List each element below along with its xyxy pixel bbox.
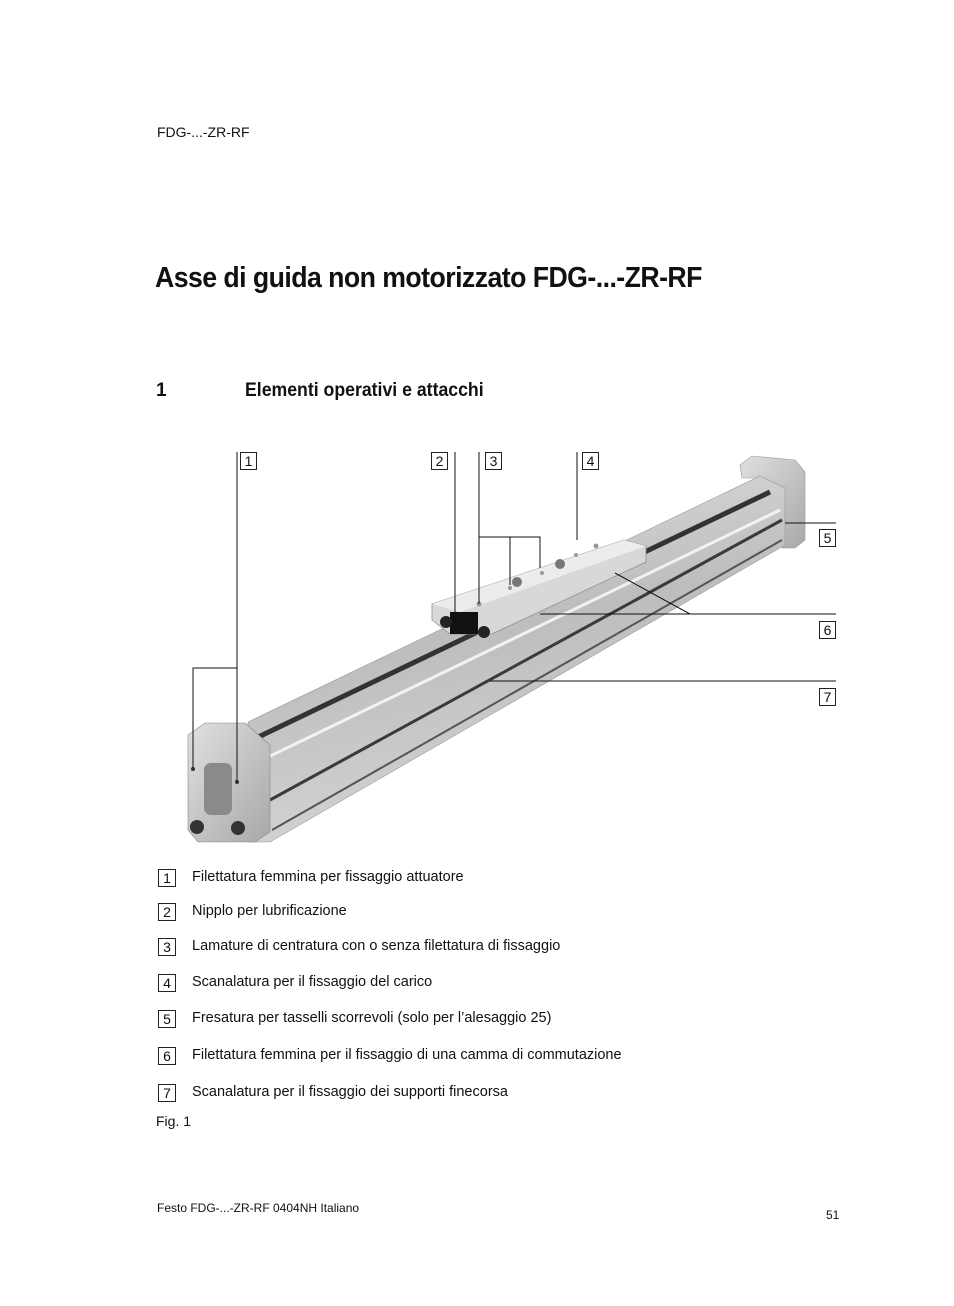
figure-caption: Fig. 1 — [156, 1113, 192, 1129]
legend-text: Filettatura femmina per il fissaggio di una camma di commutazione — [192, 1047, 622, 1063]
callout-5: 5 — [819, 529, 836, 547]
legend-text: Lamature di centratura con o senza filettatura di fissaggio — [192, 938, 561, 954]
legend-number: 4 — [158, 974, 176, 992]
callout-6: 6 — [819, 621, 836, 639]
page-title: Asse di guida non motorizzato FDG-...-ZR-RF — [155, 262, 702, 294]
legend-number: 2 — [158, 903, 176, 921]
left-end-cap — [188, 723, 270, 842]
right-end-cap — [740, 456, 805, 548]
legend-number: 3 — [158, 938, 176, 956]
legend-number: 7 — [158, 1084, 176, 1102]
legend-number: 6 — [158, 1047, 176, 1065]
page-number: 51 — [826, 1208, 840, 1222]
legend-number: 1 — [158, 869, 176, 887]
section-number: 1 — [156, 380, 167, 401]
running-header: FDG-...-ZR-RF — [157, 124, 250, 140]
rail-profile — [248, 476, 785, 842]
legend-text: Filettatura femmina per fissaggio attuatore — [192, 869, 464, 885]
carriage — [432, 540, 646, 634]
legend-text: Scanalatura per il fissaggio dei supporti finecorsa — [192, 1084, 508, 1100]
callout-2: 2 — [431, 452, 448, 470]
legend-text: Nipplo per lubrificazione — [192, 903, 347, 919]
section-title: Elementi operativi e attacchi — [245, 380, 484, 401]
legend-number: 5 — [158, 1010, 176, 1028]
legend-text: Fresatura per tasselli scorrevoli (solo per l’alesaggio 25) — [192, 1010, 552, 1026]
footer-text: Festo FDG-...-ZR-RF 0404NH Italiano — [157, 1201, 360, 1215]
callout-3: 3 — [485, 452, 502, 470]
callout-7: 7 — [819, 688, 836, 706]
legend-text: Scanalatura per il fissaggio del carico — [192, 974, 433, 990]
callout-4: 4 — [582, 452, 599, 470]
callout-1: 1 — [240, 452, 257, 470]
